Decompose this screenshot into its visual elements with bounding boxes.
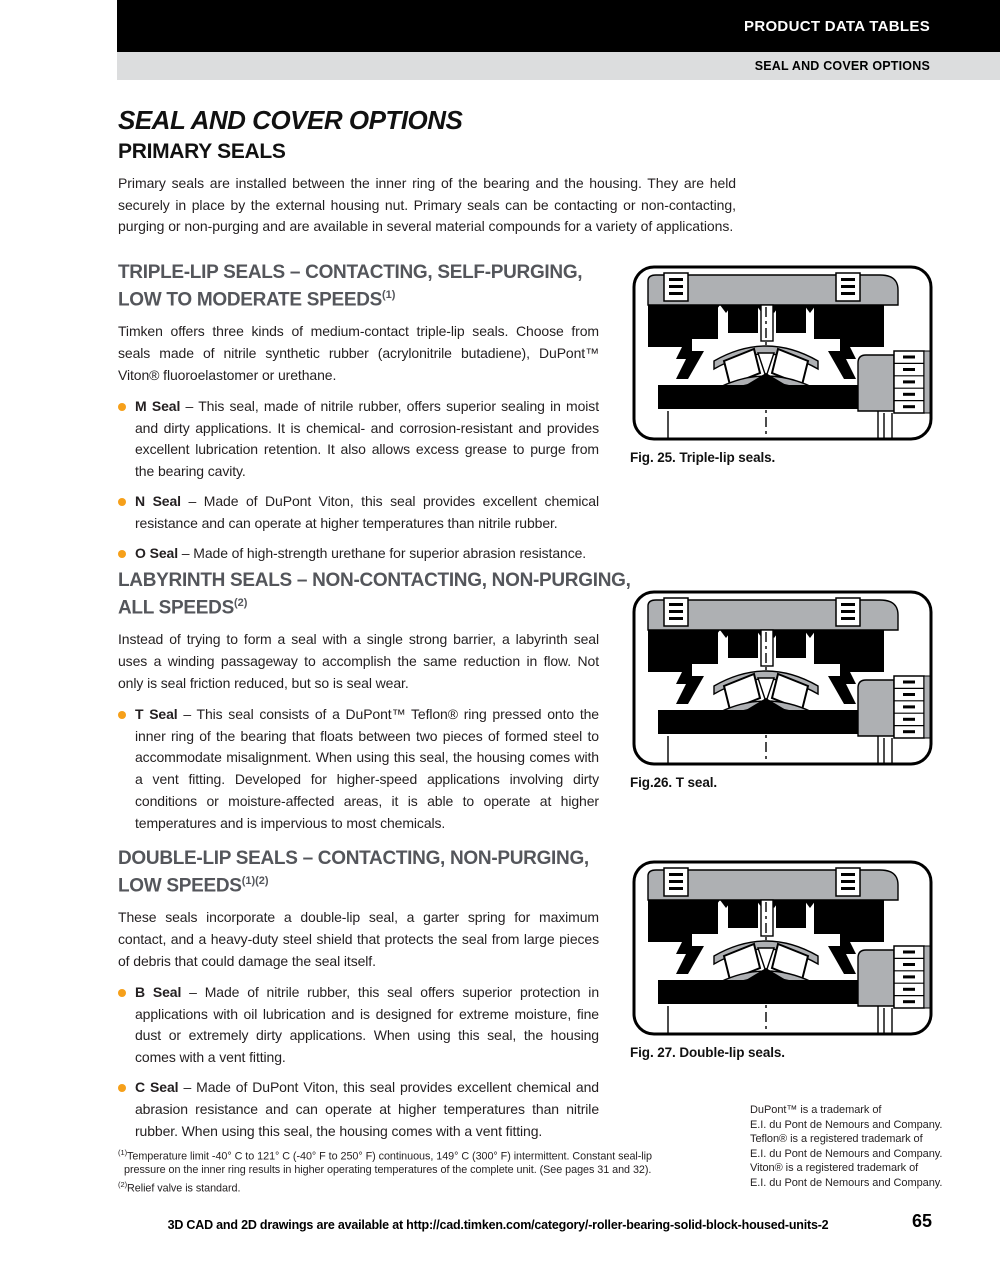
section-double-lip-seals: [118, 847, 599, 1150]
seal-term: M Seal: [135, 397, 181, 414]
figure-t-seal: [630, 588, 935, 790]
page-subtitle: PRIMARY SEALS: [118, 140, 286, 163]
seal-description: – This seal consists of a DuPont™ Teflon® ring pressed onto the inner ring of the bearing that floats between two pieces of formed steel to accommodate misalignment. When using this seal, the housing comes with a vent fitting. Developed for higher-speed applications involving dirty conditions or moisture-affected areas, it is able to operate at higher temperatures and is impervious to most chemicals.: [135, 705, 599, 831]
list-item: [118, 704, 599, 835]
section-labyrinth-seals: [118, 569, 631, 843]
footnote-2: $^{(2)}$Relief valve is standard.: [118, 1180, 241, 1195]
trademark-line: E.I. du Pont de Nemours and Company.: [750, 1118, 943, 1131]
list-item: [118, 1077, 599, 1142]
bearing-cross-section-diagram: [630, 588, 935, 768]
trademark-line: E.I. du Pont de Nemours and Company.: [750, 1147, 943, 1160]
page-title: SEAL AND COVER OPTIONS: [118, 105, 463, 135]
header-subbar-label: SEAL AND COVER OPTIONS: [754, 59, 930, 73]
bullet-icon: [118, 498, 126, 506]
footnote-marker: (1): [118, 1148, 128, 1157]
bullet-icon: [118, 989, 126, 997]
section-heading: DOUBLE-LIP SEALS – CONTACTING, NON-PURGING, LOW $SPEEDS^{(1)(2)}$: [118, 848, 589, 897]
list-item: [118, 543, 599, 565]
figure-triple-lip-seals: [630, 263, 935, 465]
header-bar-black: [117, 0, 1000, 52]
bullet-icon: [118, 403, 126, 411]
seal-description: – Made of DuPont Viton, this seal provides excellent chemical and abrasion resistance and can operate at higher temperatures than nitrile rubber. When using this seal, the housing comes with a vent fitting.: [135, 1078, 599, 1139]
header-bar-gray: [117, 52, 1000, 80]
bearing-cross-section-diagram: [630, 263, 935, 443]
intro-paragraph: Primary seals are installed between the inner ring of the bearing and the housing. They are held securely in place by the external housing nut. Primary seals can be contacting or non-contacting, purging or non-purging and are available in several material compounds for a variety of applications.: [118, 175, 736, 234]
footnote-marker: (2): [118, 1180, 128, 1190]
trademark-line: Teflon® is a registered trademark of: [750, 1133, 923, 1146]
seal-term: O Seal: [135, 544, 178, 561]
bullet-icon: [118, 1084, 126, 1092]
footer-cad-note: 3D CAD and 2D drawings are available at http://cad.timken.com/category/-roller-bearing-solid-block-housed-units-2: [167, 1218, 829, 1232]
seal-term: B Seal: [135, 983, 182, 1000]
figure-caption: Fig. 27. Double-lip seals.: [630, 1045, 785, 1060]
seal-term: N Seal: [135, 492, 181, 509]
figure-double-lip-seals: [630, 858, 935, 1060]
bearing-cross-section-diagram: [630, 858, 935, 1038]
trademark-line: E.I. du Pont de Nemours and Company.: [750, 1176, 943, 1189]
trademark-line: Viton® is a registered trademark of: [750, 1162, 919, 1175]
seal-list: [118, 982, 599, 1143]
header-bar-label: PRODUCT DATA TABLES: [744, 17, 930, 35]
seal-term: C Seal: [135, 1078, 179, 1095]
trademark-line: DuPont™ is a trademark of: [750, 1104, 882, 1116]
footnotes: [118, 1146, 693, 1197]
bullet-icon: [118, 550, 126, 558]
footnote-marker: (1)(2): [241, 875, 269, 887]
seal-term: T Seal: [135, 705, 178, 722]
section-body: These seals incorporate a double-lip seal, a garter spring for maximum contact, and a heavy-duty steel shield that protects the seal from large pieces of debris that could damage the seal itself.: [118, 909, 599, 969]
page-number: 65: [911, 1211, 932, 1231]
footnote-1: $^{(1)}$Temperature limit -40° C to 121° C (-40° F to 250° F) continuous, 149° C (300° F) intermittent. Constant seal-lip pressure on the inner ring results in higher operating temperatures of the complete unit. (See pages 31 and 32).: [118, 1148, 652, 1177]
list-item: [118, 396, 599, 483]
figure-caption: Fig.26. T seal.: [630, 775, 718, 790]
section-body: Timken offers three kinds of medium-contact triple-lip seals. Choose from seals made of nitrile synthetic rubber (acrylonitrile butadiene), DuPont™ Viton® fluoroelastomer or urethane.: [118, 323, 599, 383]
footnote-marker: (1): [382, 289, 396, 301]
section-triple-lip-seals: [118, 261, 599, 572]
bullet-icon: [118, 711, 126, 719]
section-heading: TRIPLE-LIP SEALS – CONTACTING, SELF-PURGING, LOW TO MODERATE SPEEDS$^{(1)}$: [118, 262, 583, 311]
section-heading: LABYRINTH SEALS – NON-CONTACTING, NON-PURGING, ALL SPEEDS$^{(2)}$: [118, 570, 631, 619]
title-block: [118, 105, 736, 238]
seal-list: [118, 396, 599, 565]
seal-description: – Made of DuPont Viton, this seal provides excellent chemical resistance and can operate at higher temperatures than nitrile rubber.: [135, 492, 600, 531]
list-item: [118, 982, 599, 1069]
seal-description: – Made of high-strength urethane for superior abrasion resistance.: [181, 544, 587, 561]
footnote-marker: (2): [233, 597, 248, 609]
list-item: [118, 491, 599, 535]
trademark-notes: [750, 1103, 980, 1191]
seal-list: [118, 704, 599, 835]
seal-description: – Made of nitrile rubber, this seal offers superior protection in applications with oil lubrication and is designed for extreme moisture, fine dust or extremely dirty applications. When using this seal, the housing comes with a vent fitting.: [135, 983, 600, 1066]
section-body: Instead of trying to form a seal with a single strong barrier, a labyrinth seal uses a winding passageway to accomplish the same reduction in flow. Not only is seal friction reduced, but so is seal wear.: [118, 631, 599, 691]
seal-description: – This seal, made of nitrile rubber, offers superior sealing in moist and dirty applications. It is chemical- and corrosion-resistant and provides excellent lubrication retention. It also allows excess grease to purge from the bearing cavity.: [135, 397, 599, 480]
figure-caption: Fig. 25. Triple-lip seals.: [630, 450, 776, 465]
